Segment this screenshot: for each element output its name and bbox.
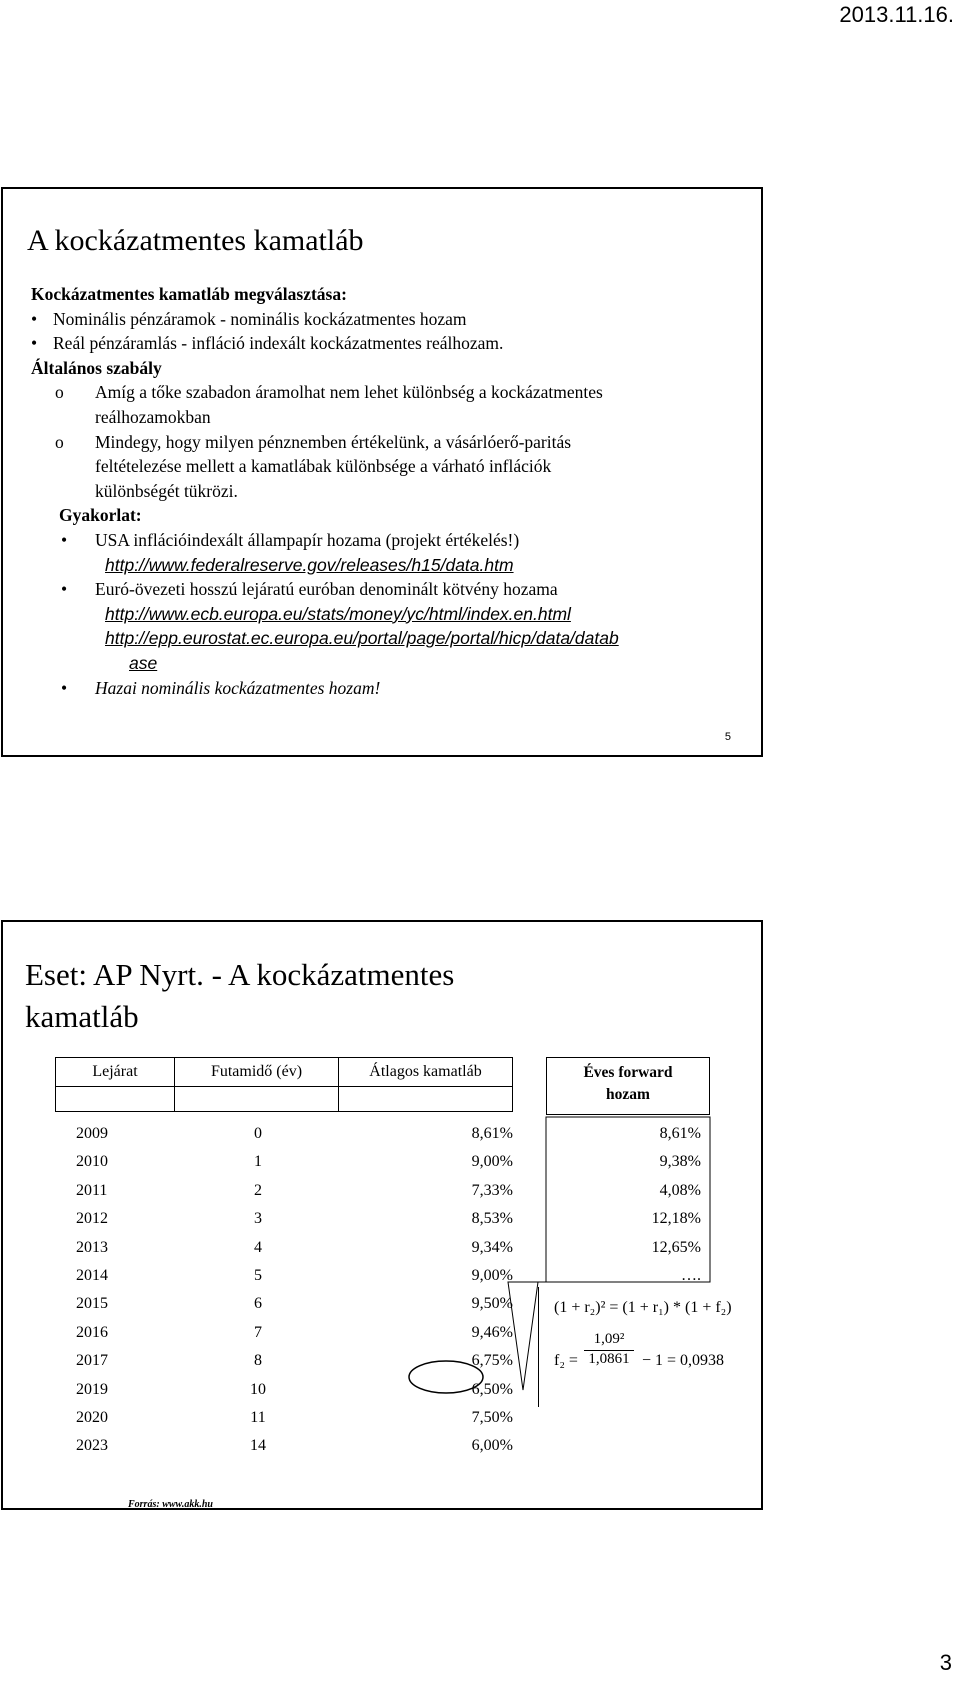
cell-year: 2016 [76,1323,108,1341]
cell-term: 0 [254,1125,262,1142]
cell-term: 3 [254,1210,262,1228]
cell-rate: 9,34% [471,1238,513,1256]
link-eurostat[interactable]: http://epp.eurostat.ec.europa.eu/portal/page/portal/hicp/data/datab [105,628,619,649]
table-row [3,1409,523,1439]
formula-result: f₂ = − 1 = 0,0938 [554,1352,724,1369]
sub-bullet-continuation: feltételezése mellett a kamatlábak különbsége a várható inflációk [95,456,552,477]
formula-equation: (1 + r₂)² = (1 + r₁) * (1 + f₂) [554,1299,732,1316]
section-heading: Kockázatmentes kamatláb megválasztása: [31,284,347,304]
cell-term: 10 [250,1380,266,1398]
cell-year: 2017 [76,1352,108,1370]
cell-forward: 8,61% [659,1125,701,1142]
print-date: 2013.11.16. [839,2,954,27]
forward-formula [538,1287,751,1407]
bullet-item: • Reál pénzáramlás - infláció indexált kockázatmentes reálhozam. [31,333,504,354]
cell-term: 1 [254,1153,262,1171]
cell-rate: 9,50% [471,1295,513,1313]
cell-term: 11 [250,1409,266,1426]
cell-year: 2010 [76,1153,108,1171]
cell-term: 2 [254,1181,262,1199]
cell-year: 2020 [76,1409,108,1426]
cell-year: 2015 [76,1295,108,1313]
cell-term: 14 [250,1437,266,1455]
link-ecb[interactable]: http://www.ecb.europa.eu/stats/money/yc/html/index.en.html [105,603,571,624]
source-link[interactable]: www.akk.hu [162,1499,213,1510]
bullet-item: • Nominális pénzáramok - nominális kockázatmentes hozam [31,308,467,329]
section-heading: Gyakorlat: [59,505,142,526]
cell-year: 2014 [76,1267,108,1284]
sub-bullet-item: o Amíg a tőke szabadon áramolhat nem lehet különbség a kockázatmentes [55,382,603,403]
slide-2 [1,920,763,1510]
cell-rate: 6,00% [471,1437,513,1455]
table-row [3,1324,523,1354]
table-row [3,1153,701,1183]
header-futamido: Futamidő (év) [174,1057,339,1087]
cell-term: 7 [254,1323,262,1341]
bullet-item: • Euró-övezeti hosszú lejáratú euróban denominált kötvény hozama [61,579,558,600]
cell-year: 2012 [76,1210,108,1228]
slide-2-title: Eset: AP Nyrt. - A kockázatmentes kamatláb [25,957,455,1034]
header-atlagos-kamatlab: Átlagos kamatláb [338,1057,513,1087]
cell-year: 2013 [76,1238,108,1256]
cell-forward: …. [681,1267,701,1284]
cell-year: 2009 [76,1125,108,1142]
link-federalreserve[interactable]: http://www.federalreserve.gov/releases/h15/data.htm [105,554,514,575]
slide-1-title: A kockázatmentes kamatláb [27,224,364,257]
cell-rate: 6,75% [471,1352,513,1370]
cell-forward: 9,38% [659,1153,701,1171]
cell-rate: 7,33% [471,1181,513,1199]
cell-term: 6 [254,1295,262,1313]
page-number: 3 [939,1650,952,1675]
bullet-item: • Hazai nominális kockázatmentes hozam! [61,677,381,698]
cell-forward: 12,65% [651,1238,701,1256]
cell-term: 8 [254,1352,262,1370]
cell-year: 2023 [76,1437,108,1455]
sub-bullet-item: o Mindegy, hogy milyen pénznemben értékelünk, a vásárlóerő-paritás [55,431,572,452]
cell-rate: 9,00% [471,1153,513,1171]
formula-fraction: $\frac{\text{1,09²}}{1,0861}$ [584,1331,634,1368]
slide-1 [1,187,763,757]
cell-year: 2011 [76,1181,108,1199]
cell-forward: 12,18% [651,1210,701,1228]
header-forward: Éves forward hozam [546,1057,710,1115]
slide-number: 5 [724,731,731,743]
cell-rate: 9,00% [471,1267,513,1284]
section-heading: Általános szabály [31,357,162,378]
cell-forward: 4,08% [659,1181,701,1199]
table-row [3,1125,701,1155]
table-row [3,1437,523,1467]
table-row [3,1238,701,1269]
table-row [3,1210,701,1240]
source-note: Forrás: www.akk.hu [128,1499,213,1510]
cell-year: 2019 [76,1380,108,1398]
bullet-item: • USA inflációindexált állampapír hozama (projekt értékelés!) [61,529,520,550]
cell-rate: 8,53% [471,1210,513,1228]
cell-term: 5 [254,1267,262,1284]
header-lejarat: Lejárat [55,1057,175,1087]
table-row [3,1352,523,1382]
slide-1-body [31,282,751,700]
rates-table [3,922,763,1512]
table-row [3,1181,701,1212]
cell-rate: 6,50% [471,1380,513,1398]
cell-term: 4 [254,1238,262,1256]
sub-bullet-continuation: reálhozamokban [95,406,211,427]
table-row [3,1381,523,1411]
table-row [3,1295,523,1325]
table-row [3,1267,701,1297]
sub-bullet-continuation: különbségét tükrözi. [95,480,238,501]
link-eurostat-continuation[interactable]: ase [129,652,158,673]
cell-rate: 9,46% [471,1323,513,1341]
cell-rate: 7,50% [471,1409,513,1426]
cell-rate: 8,61% [471,1125,513,1142]
